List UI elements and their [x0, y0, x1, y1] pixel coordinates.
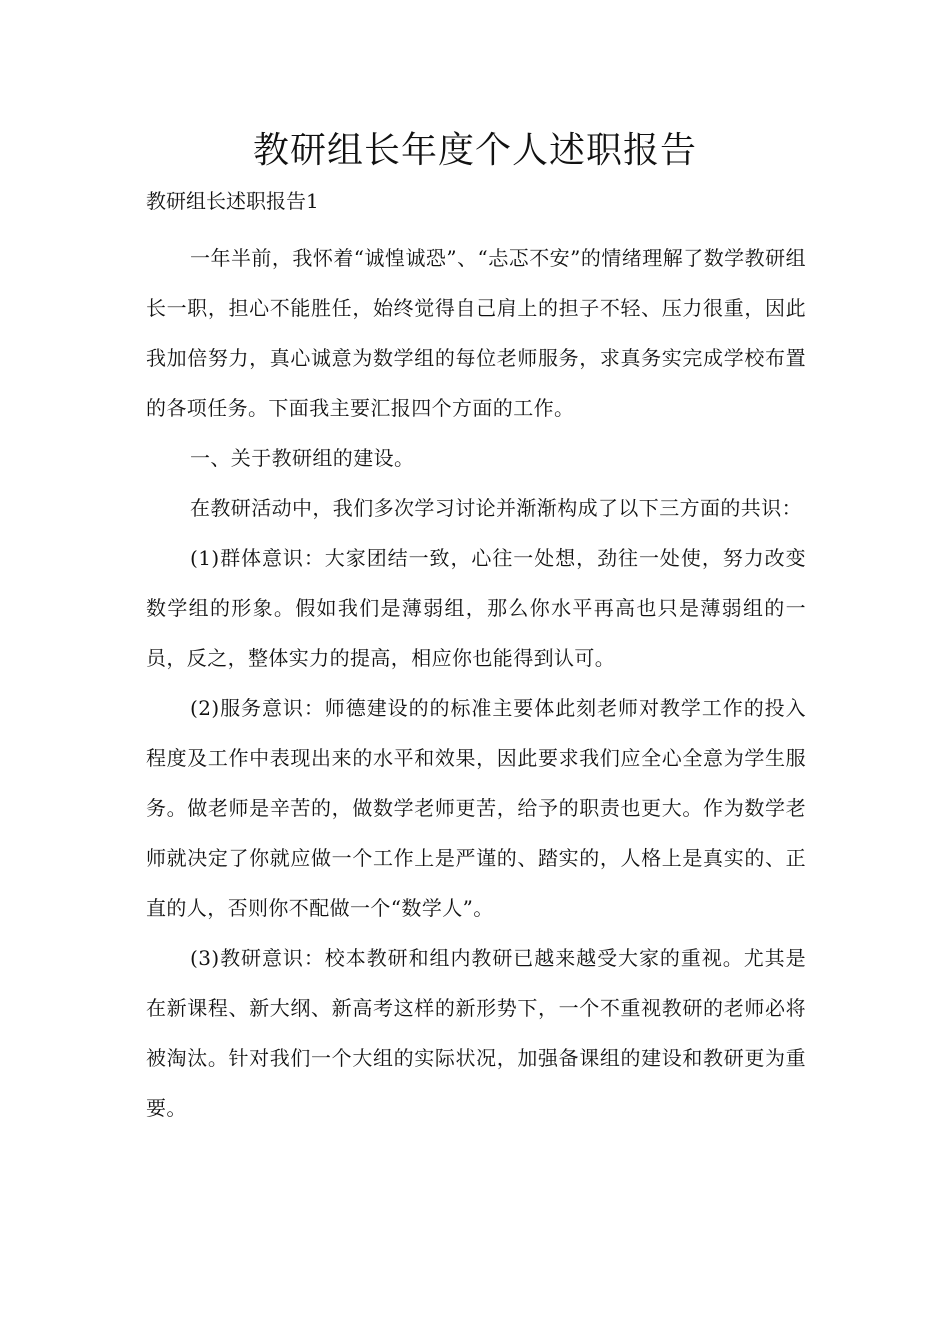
paragraph-service-awareness: (2)服务意识：师德建设的的标准主要体此刻老师对教学工作的投入程度及工作中表现出来的水平和效果，因此要求我们应全心全意为学生服务。做老师是辛苦的，做数学老师更苦，给予的职责也更大。作为数学老师就决定了你就应做一个工作上是严谨的、踏实的，人格上是真实的、正直的人，否则你不配做一个“数学人”。	[146, 696, 806, 920]
section-heading: 一、关于教研组的建设。	[190, 446, 415, 470]
document-subtitle: 教研组长述职报告1	[146, 189, 319, 213]
paragraph-consensus: 在教研活动中，我们多次学习讨论并渐渐构成了以下三方面的共识：	[190, 496, 802, 520]
document-title: 教研组长年度个人述职报告	[252, 130, 697, 171]
paragraph-group-awareness: (1)群体意识：大家团结一致，心往一处想，劲往一处使，努力改变数学组的形象。假如我们是薄弱组，那么你水平再高也只是薄弱组的一员，反之，整体实力的提高，相应你也能得到认可。	[146, 546, 806, 670]
paragraph-research-awareness: (3)教研意识：校本教研和组内教研已越来越受大家的重视。尤其是在新课程、新大纲、新高考这样的新形势下，一个不重视教研的老师必将被淘汰。针对我们一个大组的实际状况，加强备课组的建设和教研更为重要。	[146, 946, 806, 1120]
paragraph-intro: 一年半前，我怀着“诚惶诚恐”、“忐忑不安”的情绪理解了数学教研组长一职，担心不能胜任，始终觉得自己肩上的担子不轻、压力很重，因此我加倍努力，真心诚意为数学组的每位老师服务，求真务实完成学校布置的各项任务。下面我主要汇报四个方面的工作。	[146, 246, 806, 420]
document-body	[146, 233, 806, 1133]
